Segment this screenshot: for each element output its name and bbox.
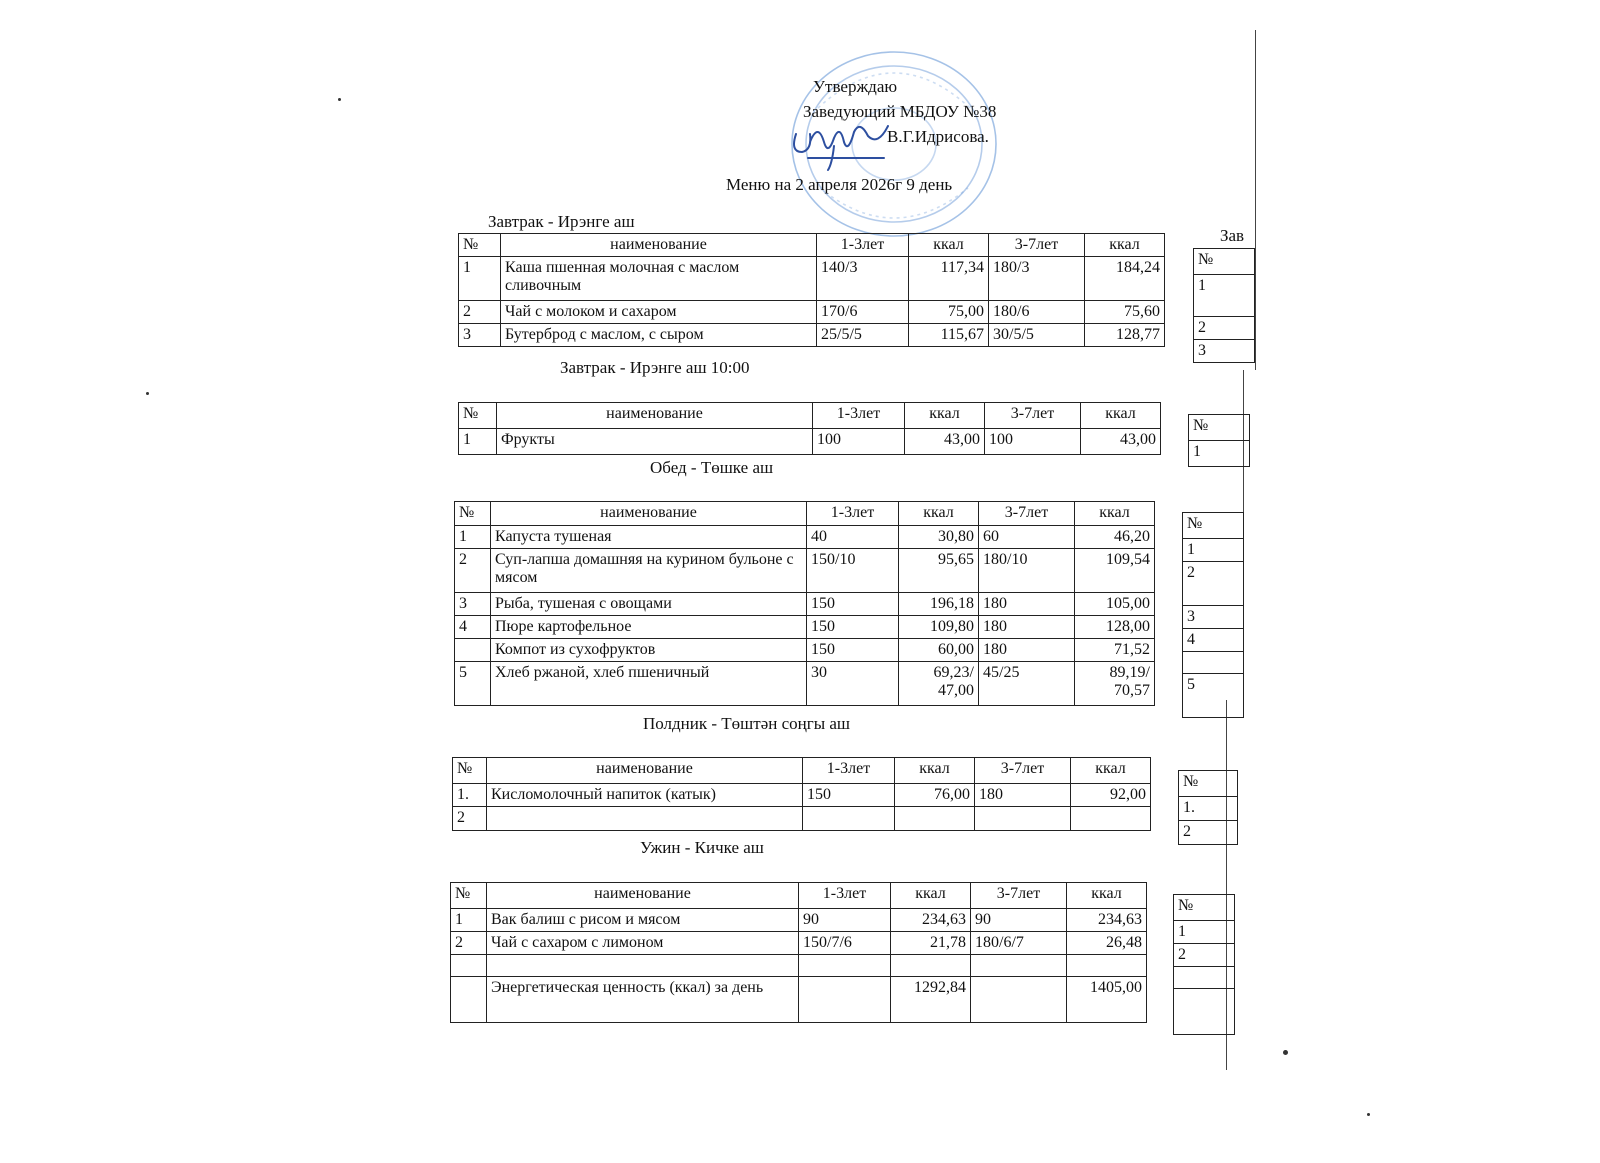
row-number [451,955,487,977]
menu-table [452,757,1151,831]
kcal-1-3: 117,34 [909,257,989,301]
row-number: 2 [451,932,487,955]
side-section-title: Зав [1220,226,1245,245]
column-header: № [451,883,487,909]
side-row-number: 2 [1174,944,1235,967]
table-row [455,593,1155,616]
menu-table [458,233,1165,347]
side-row-number: 1 [1183,539,1244,562]
section-title: Обед - Төшке аш [650,458,774,477]
side-table-row [1174,944,1235,967]
side-table-fragment [1188,414,1250,467]
portion-1-3: 170/6 [817,301,909,324]
kcal-3-7: 43,00 [1081,429,1161,455]
table-row [455,549,1155,593]
portion-3-7: 180/10 [979,549,1075,593]
dish-name: Суп-лапша домашняя на курином бульоне с мясом [491,549,807,593]
side-row-number: 5 [1183,674,1244,718]
row-number: 3 [455,593,491,616]
dish-name: Рыба, тушеная с овощами [491,593,807,616]
column-header: 3-7лет [979,502,1075,526]
portion-1-3: 150 [807,639,899,662]
kcal-3-7: 75,60 [1085,301,1165,324]
side-row-number: 3 [1183,606,1244,629]
portion-3-7: 180 [979,616,1075,639]
portion-3-7 [971,955,1067,977]
kcal-1-3: 75,00 [909,301,989,324]
column-header: наименование [501,234,817,257]
approval-line-2: Заведующий МБДОУ №38 [803,102,997,121]
side-table-row [1183,652,1244,674]
side-row-number: № [1174,895,1235,921]
side-table-row [1183,606,1244,629]
portion-1-3: 100 [813,429,905,455]
section-title: Ужин - Кичке аш [640,838,764,857]
portion-1-3 [799,977,891,1023]
side-table-fragment [1193,248,1255,363]
approval-line-1: Утверждаю [813,77,898,96]
section-title: Завтрак - Ирэнге аш 10:00 [560,358,750,377]
side-row-number: 2 [1183,562,1244,606]
table-row [451,955,1147,977]
side-row-number: № [1189,415,1250,441]
row-number: 3 [459,324,501,347]
column-header: 3-7лет [985,403,1081,429]
side-row-number: № [1183,513,1244,539]
kcal-1-3: 76,00 [895,784,975,807]
portion-1-3: 30 [807,662,899,706]
portion-3-7: 180 [979,639,1075,662]
kcal-1-3: 69,23/ 47,00 [899,662,979,706]
dish-name: Фрукты [497,429,813,455]
page-fold-line [1255,30,1256,370]
table-header-row [451,883,1147,909]
side-table-fragment [1178,770,1238,845]
side-row-number [1174,989,1235,1035]
dish-name: Каша пшенная молочная с маслом сливочным [501,257,817,301]
kcal-1-3: 60,00 [899,639,979,662]
table-row [453,784,1151,807]
column-header: 3-7лет [971,883,1067,909]
side-row-number: № [1194,249,1255,275]
dish-name: Капуста тушеная [491,526,807,549]
portion-3-7: 30/5/5 [989,324,1085,347]
kcal-3-7: 89,19/ 70,57 [1075,662,1155,706]
kcal-3-7 [1071,807,1151,831]
row-number: 4 [455,616,491,639]
scan-speck [338,98,341,101]
section-title: Полдник - Төштән соңгы аш [643,714,851,733]
column-header: наименование [497,403,813,429]
portion-3-7: 100 [985,429,1081,455]
row-number: 2 [455,549,491,593]
row-number [451,977,487,1023]
column-header: ккал [895,758,975,784]
row-number: 1 [459,429,497,455]
side-table-row [1183,539,1244,562]
table-row [459,324,1165,347]
kcal-1-3: 95,65 [899,549,979,593]
portion-3-7: 45/25 [979,662,1075,706]
portion-1-3: 40 [807,526,899,549]
kcal-1-3: 196,18 [899,593,979,616]
side-table-row [1194,249,1255,275]
side-table-row [1179,771,1238,797]
side-row-number: 1 [1194,275,1255,317]
side-table-row [1194,340,1255,363]
kcal-3-7: 71,52 [1075,639,1155,662]
kcal-3-7: 46,20 [1075,526,1155,549]
side-table-row [1174,921,1235,944]
side-table-row [1194,275,1255,317]
side-table-row [1183,674,1244,718]
kcal-1-3: 1292,84 [891,977,971,1023]
kcal-3-7: 128,77 [1085,324,1165,347]
portion-3-7: 60 [979,526,1075,549]
kcal-3-7: 1405,00 [1067,977,1147,1023]
side-row-number: 2 [1194,317,1255,340]
side-table-row [1183,513,1244,539]
portion-1-3: 90 [799,909,891,932]
portion-3-7: 180/6 [989,301,1085,324]
column-header: ккал [899,502,979,526]
side-table-row [1174,967,1235,989]
portion-1-3: 150/7/6 [799,932,891,955]
dish-name: Хлеб ржаной, хлеб пшеничный [491,662,807,706]
kcal-3-7 [1067,955,1147,977]
column-header: 1-3лет [803,758,895,784]
column-header: наименование [487,883,799,909]
column-header: 3-7лет [975,758,1071,784]
row-number: 2 [453,807,487,831]
portion-3-7 [971,977,1067,1023]
portion-1-3: 150 [807,616,899,639]
dish-name [487,807,803,831]
dish-name: Энергетическая ценность (ккал) за день [487,977,799,1023]
dish-name: Вак балиш с рисом и мясом [487,909,799,932]
side-row-number: 1 [1189,441,1250,467]
row-number: 5 [455,662,491,706]
table-row [453,807,1151,831]
column-header: № [453,758,487,784]
dish-name: Бутерброд с маслом, с сыром [501,324,817,347]
row-number: 1. [453,784,487,807]
portion-3-7: 180 [975,784,1071,807]
kcal-3-7: 109,54 [1075,549,1155,593]
kcal-1-3 [895,807,975,831]
column-header: ккал [1085,234,1165,257]
table-header-row [459,234,1165,257]
portion-1-3 [803,807,895,831]
table-row [459,429,1161,455]
dish-name: Пюре картофельное [491,616,807,639]
menu-title: Меню на 2 апреля 2026г 9 день [726,175,953,194]
column-header: наименование [491,502,807,526]
table-row [459,301,1165,324]
side-table-row [1179,797,1238,821]
portion-1-3: 150 [803,784,895,807]
kcal-1-3: 30,80 [899,526,979,549]
side-table-row [1183,629,1244,652]
kcal-1-3: 109,80 [899,616,979,639]
side-table-row [1174,989,1235,1035]
kcal-1-3: 234,63 [891,909,971,932]
portion-3-7 [975,807,1071,831]
kcal-3-7: 92,00 [1071,784,1151,807]
table-row [455,639,1155,662]
row-number: 2 [459,301,501,324]
menu-table [450,882,1147,1023]
portion-3-7: 180/6/7 [971,932,1067,955]
column-header: ккал [891,883,971,909]
portion-1-3 [799,955,891,977]
side-table-row [1189,441,1250,467]
column-header: ккал [905,403,985,429]
column-header: 1-3лет [817,234,909,257]
portion-1-3: 140/3 [817,257,909,301]
table-row [451,932,1147,955]
dish-name: Кисломолочный напиток (катык) [487,784,803,807]
column-header: № [459,234,501,257]
side-row-number: № [1179,771,1238,797]
approval-line-3: В.Г.Идрисова. [887,127,989,146]
side-row-number: 1 [1174,921,1235,944]
row-number: 1 [459,257,501,301]
side-row-number: 2 [1179,821,1238,845]
table-row [451,909,1147,932]
dish-name: Чай с молоком и сахаром [501,301,817,324]
scan-speck [1367,1113,1370,1116]
table-row [451,977,1147,1023]
table-row [459,257,1165,301]
kcal-1-3: 43,00 [905,429,985,455]
portion-1-3: 150 [807,593,899,616]
column-header: 3-7лет [989,234,1085,257]
column-header: ккал [1075,502,1155,526]
kcal-3-7: 234,63 [1067,909,1147,932]
kcal-1-3: 21,78 [891,932,971,955]
table-row [455,526,1155,549]
column-header: 1-3лет [807,502,899,526]
row-number: 1 [455,526,491,549]
dish-name: Чай с сахаром с лимоном [487,932,799,955]
column-header: 1-3лет [813,403,905,429]
table-header-row [455,502,1155,526]
column-header: № [459,403,497,429]
menu-table [458,402,1161,455]
column-header: ккал [1071,758,1151,784]
column-header: ккал [909,234,989,257]
kcal-3-7: 184,24 [1085,257,1165,301]
row-number: 1 [451,909,487,932]
side-table-row [1183,562,1244,606]
scan-speck [1283,1050,1288,1055]
kcal-3-7: 26,48 [1067,932,1147,955]
table-row [455,662,1155,706]
scan-speck [146,392,149,395]
portion-3-7: 90 [971,909,1067,932]
side-table-row [1189,415,1250,441]
side-table-row [1194,317,1255,340]
portion-3-7: 180/3 [989,257,1085,301]
side-row-number [1183,652,1244,674]
kcal-3-7: 105,00 [1075,593,1155,616]
kcal-1-3: 115,67 [909,324,989,347]
portion-1-3: 25/5/5 [817,324,909,347]
column-header: наименование [487,758,803,784]
column-header: ккал [1067,883,1147,909]
side-table-fragment [1182,512,1244,718]
row-number [455,639,491,662]
kcal-3-7: 128,00 [1075,616,1155,639]
side-table-fragment [1173,894,1235,1035]
side-row-number: 4 [1183,629,1244,652]
section-title: Завтрак - Ирэнге аш [488,212,635,231]
table-row [455,616,1155,639]
table-header-row [453,758,1151,784]
dish-name: Компот из сухофруктов [491,639,807,662]
menu-table [454,501,1155,706]
table-header-row [459,403,1161,429]
side-table-row [1174,895,1235,921]
side-row-number [1174,967,1235,989]
column-header: 1-3лет [799,883,891,909]
column-header: № [455,502,491,526]
side-table-row [1179,821,1238,845]
dish-name [487,955,799,977]
side-row-number: 1. [1179,797,1238,821]
portion-3-7: 180 [979,593,1075,616]
column-header: ккал [1081,403,1161,429]
side-row-number: 3 [1194,340,1255,363]
portion-1-3: 150/10 [807,549,899,593]
kcal-1-3 [891,955,971,977]
